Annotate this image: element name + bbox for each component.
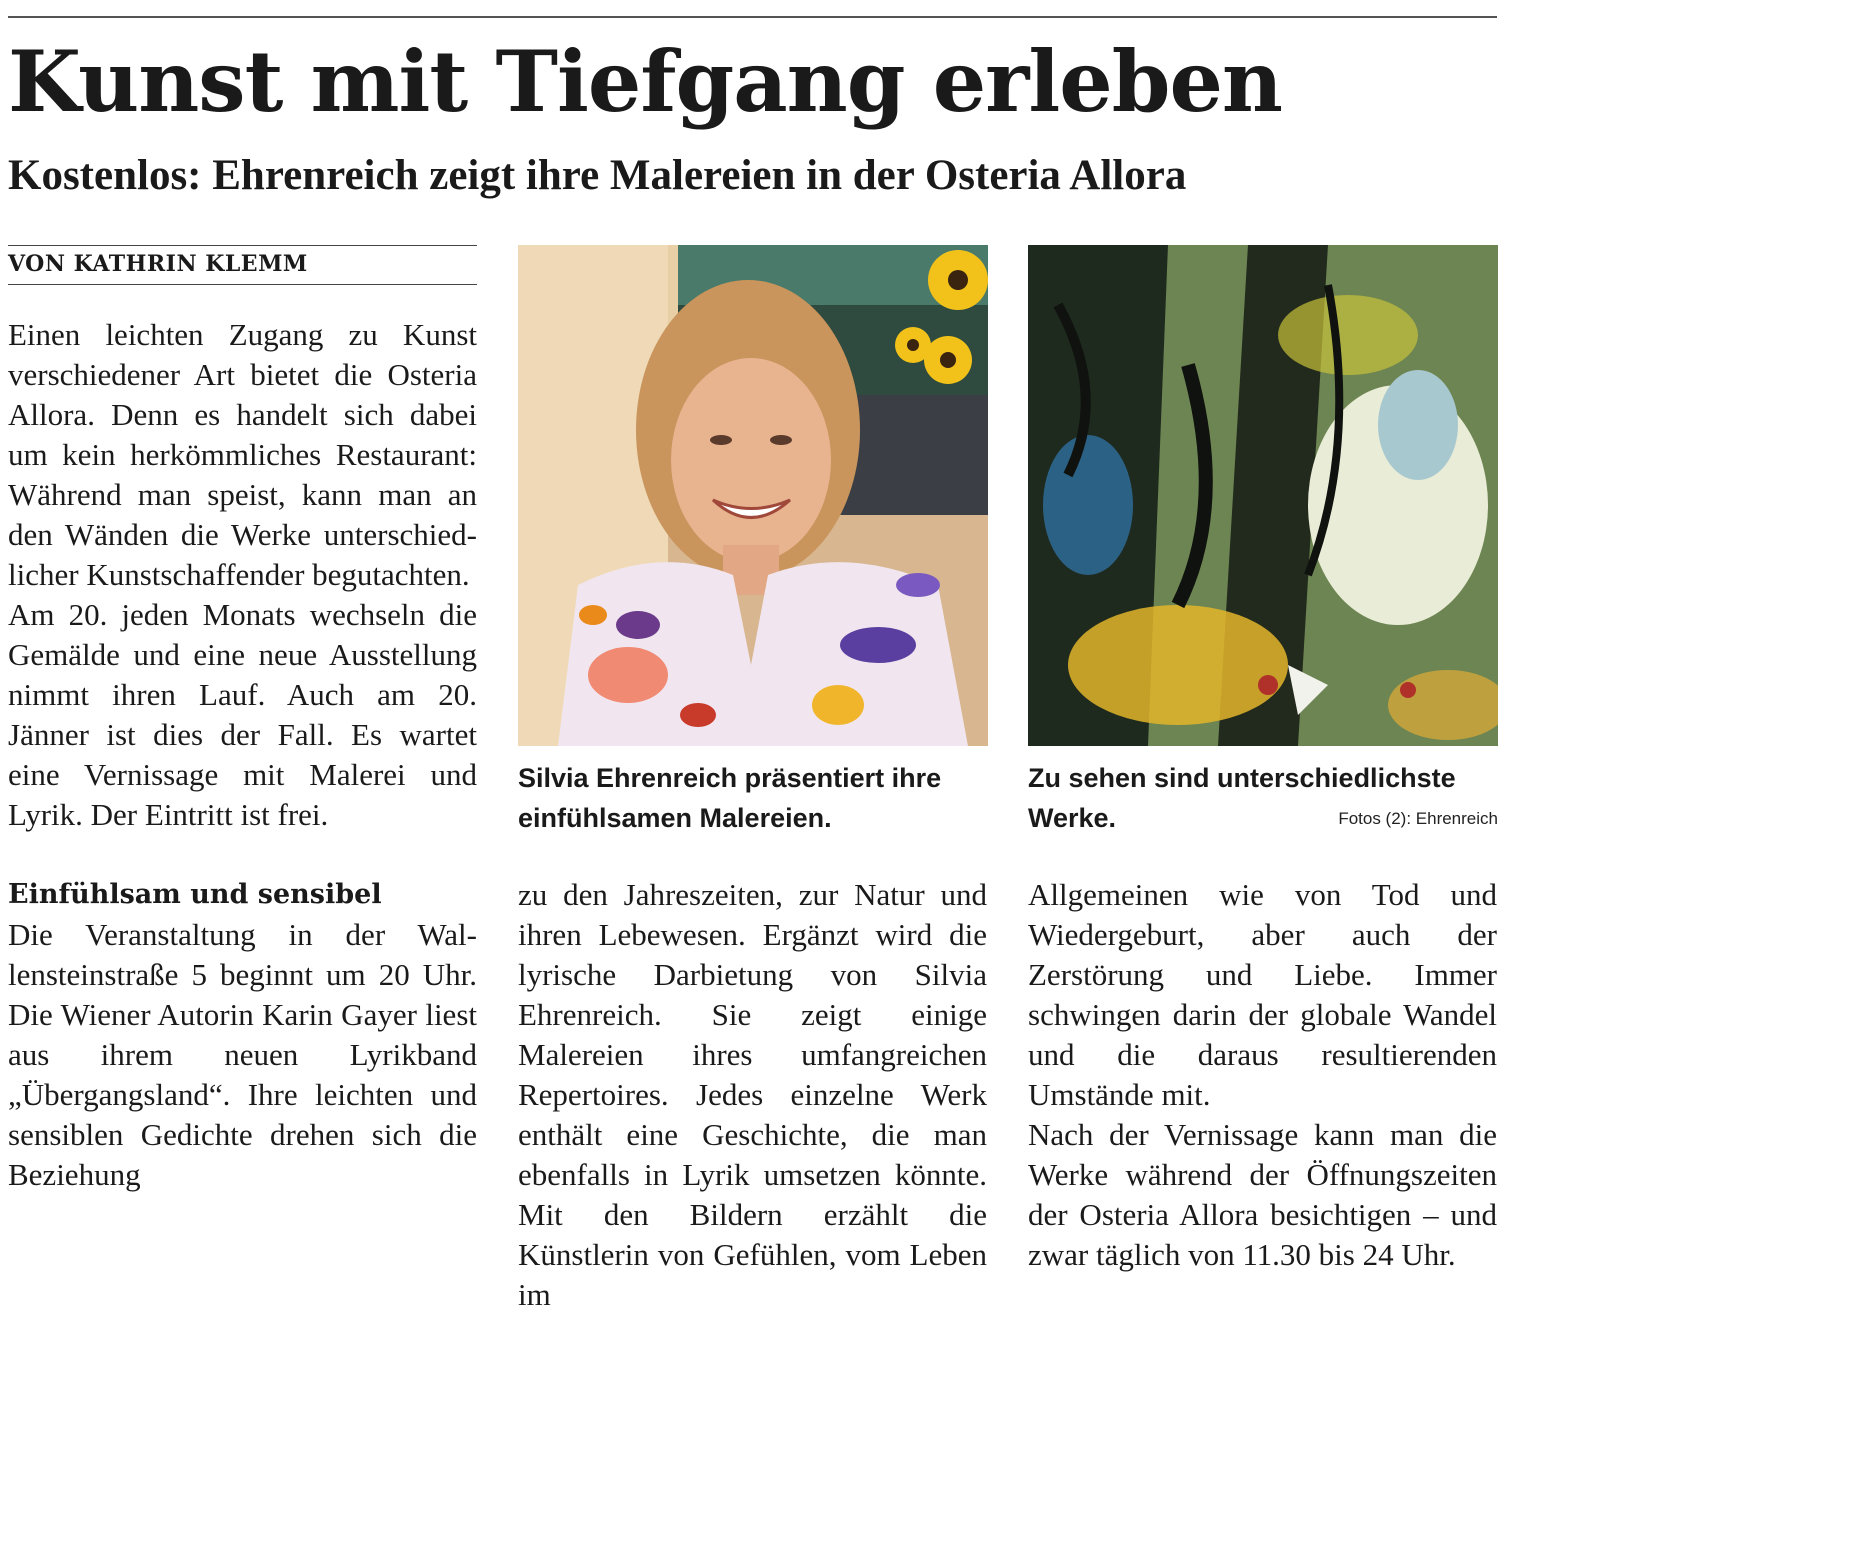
artist-portrait-photo [518,245,988,746]
headline: Kunst mit Tiefgang erleben [8,32,1282,131]
abstract-painting-illustration [1028,245,1498,746]
paragraph: zu den Jahreszeiten, zur Natur und ihren Lebewesen. Ergänzt wird die lyrische Darbietung von Silvia Ehrenreich. Sie zeigt einige Malereien ihres umfangreichen Repertoires. Jedes einzelne Werk enthält eine Geschichte, die man ebenfalls in Lyrik umsetzen könnte. Mit den Bildern erzählt die Künstlerin von Gefühlen, vom Leben im [518,877,987,1312]
portrait-caption: Silvia Ehrenreich präsentiert ihre einfühlsamen Malereien. [518,763,942,833]
paragraph: Einen leichten Zugang zu Kunst verschiedener Art bietet die Osteria Allora. Denn es handelt sich dabei um kein herkömmliches Restaurant: Während man speist, kann man an den Wänden die Werke unterschiedlicher Kunstschaffender begutachten. [8,317,477,592]
artwork-photo [1028,245,1498,746]
article-column-2 [518,875,987,1315]
byline-box [8,245,477,285]
article-column-1 [8,315,477,1195]
photo-credit: Fotos (2): Ehrenreich [1338,809,1498,828]
portrait-illustration [518,245,988,746]
artwork-caption: Zu sehen sind unterschiedlichste Werke. [1028,763,1456,833]
top-rule [8,16,1497,18]
paragraph: Am 20. jeden Monats wechseln die Gemälde und eine neue Ausstellung nimmt ihren Lauf. Auch am 20. Jänner ist dies der Fall. Es wartet eine Vernissage mit Malerei und Lyrik. Der Eintritt ist frei. [8,597,477,832]
article-column-3 [1028,875,1497,1275]
section-heading: Einfühlsam und sensibel [8,879,382,910]
subheadline: Kostenlos: Ehrenreich zeigt ihre Malereien in der Osteria Allora [8,152,1187,199]
paragraph: Die Veranstaltung in der Wallensteinstraße 5 beginnt um 20 Uhr. Die Wiener Autorin Karin Gayer liest aus ihrem neuen Lyrikband „Übergangsland“. Ihre leichten und sensiblen Gedichte drehen sich die Beziehung [8,917,477,1192]
paragraph: Allgemeinen wie von Tod und Wiedergeburt, aber auch der Zerstörung und Liebe. Immer schwingen darin der globale Wandel und die daraus resultierenden Umstände mit. [1028,877,1497,1112]
byline: VON KATHRIN KLEMM [8,251,308,277]
paragraph: Nach der Vernissage kann man die Werke während der Öffnungszeiten der Osteria Allora besichtigen – und zwar täglich von 11.30 bis 24 Uhr. [1028,1117,1497,1272]
